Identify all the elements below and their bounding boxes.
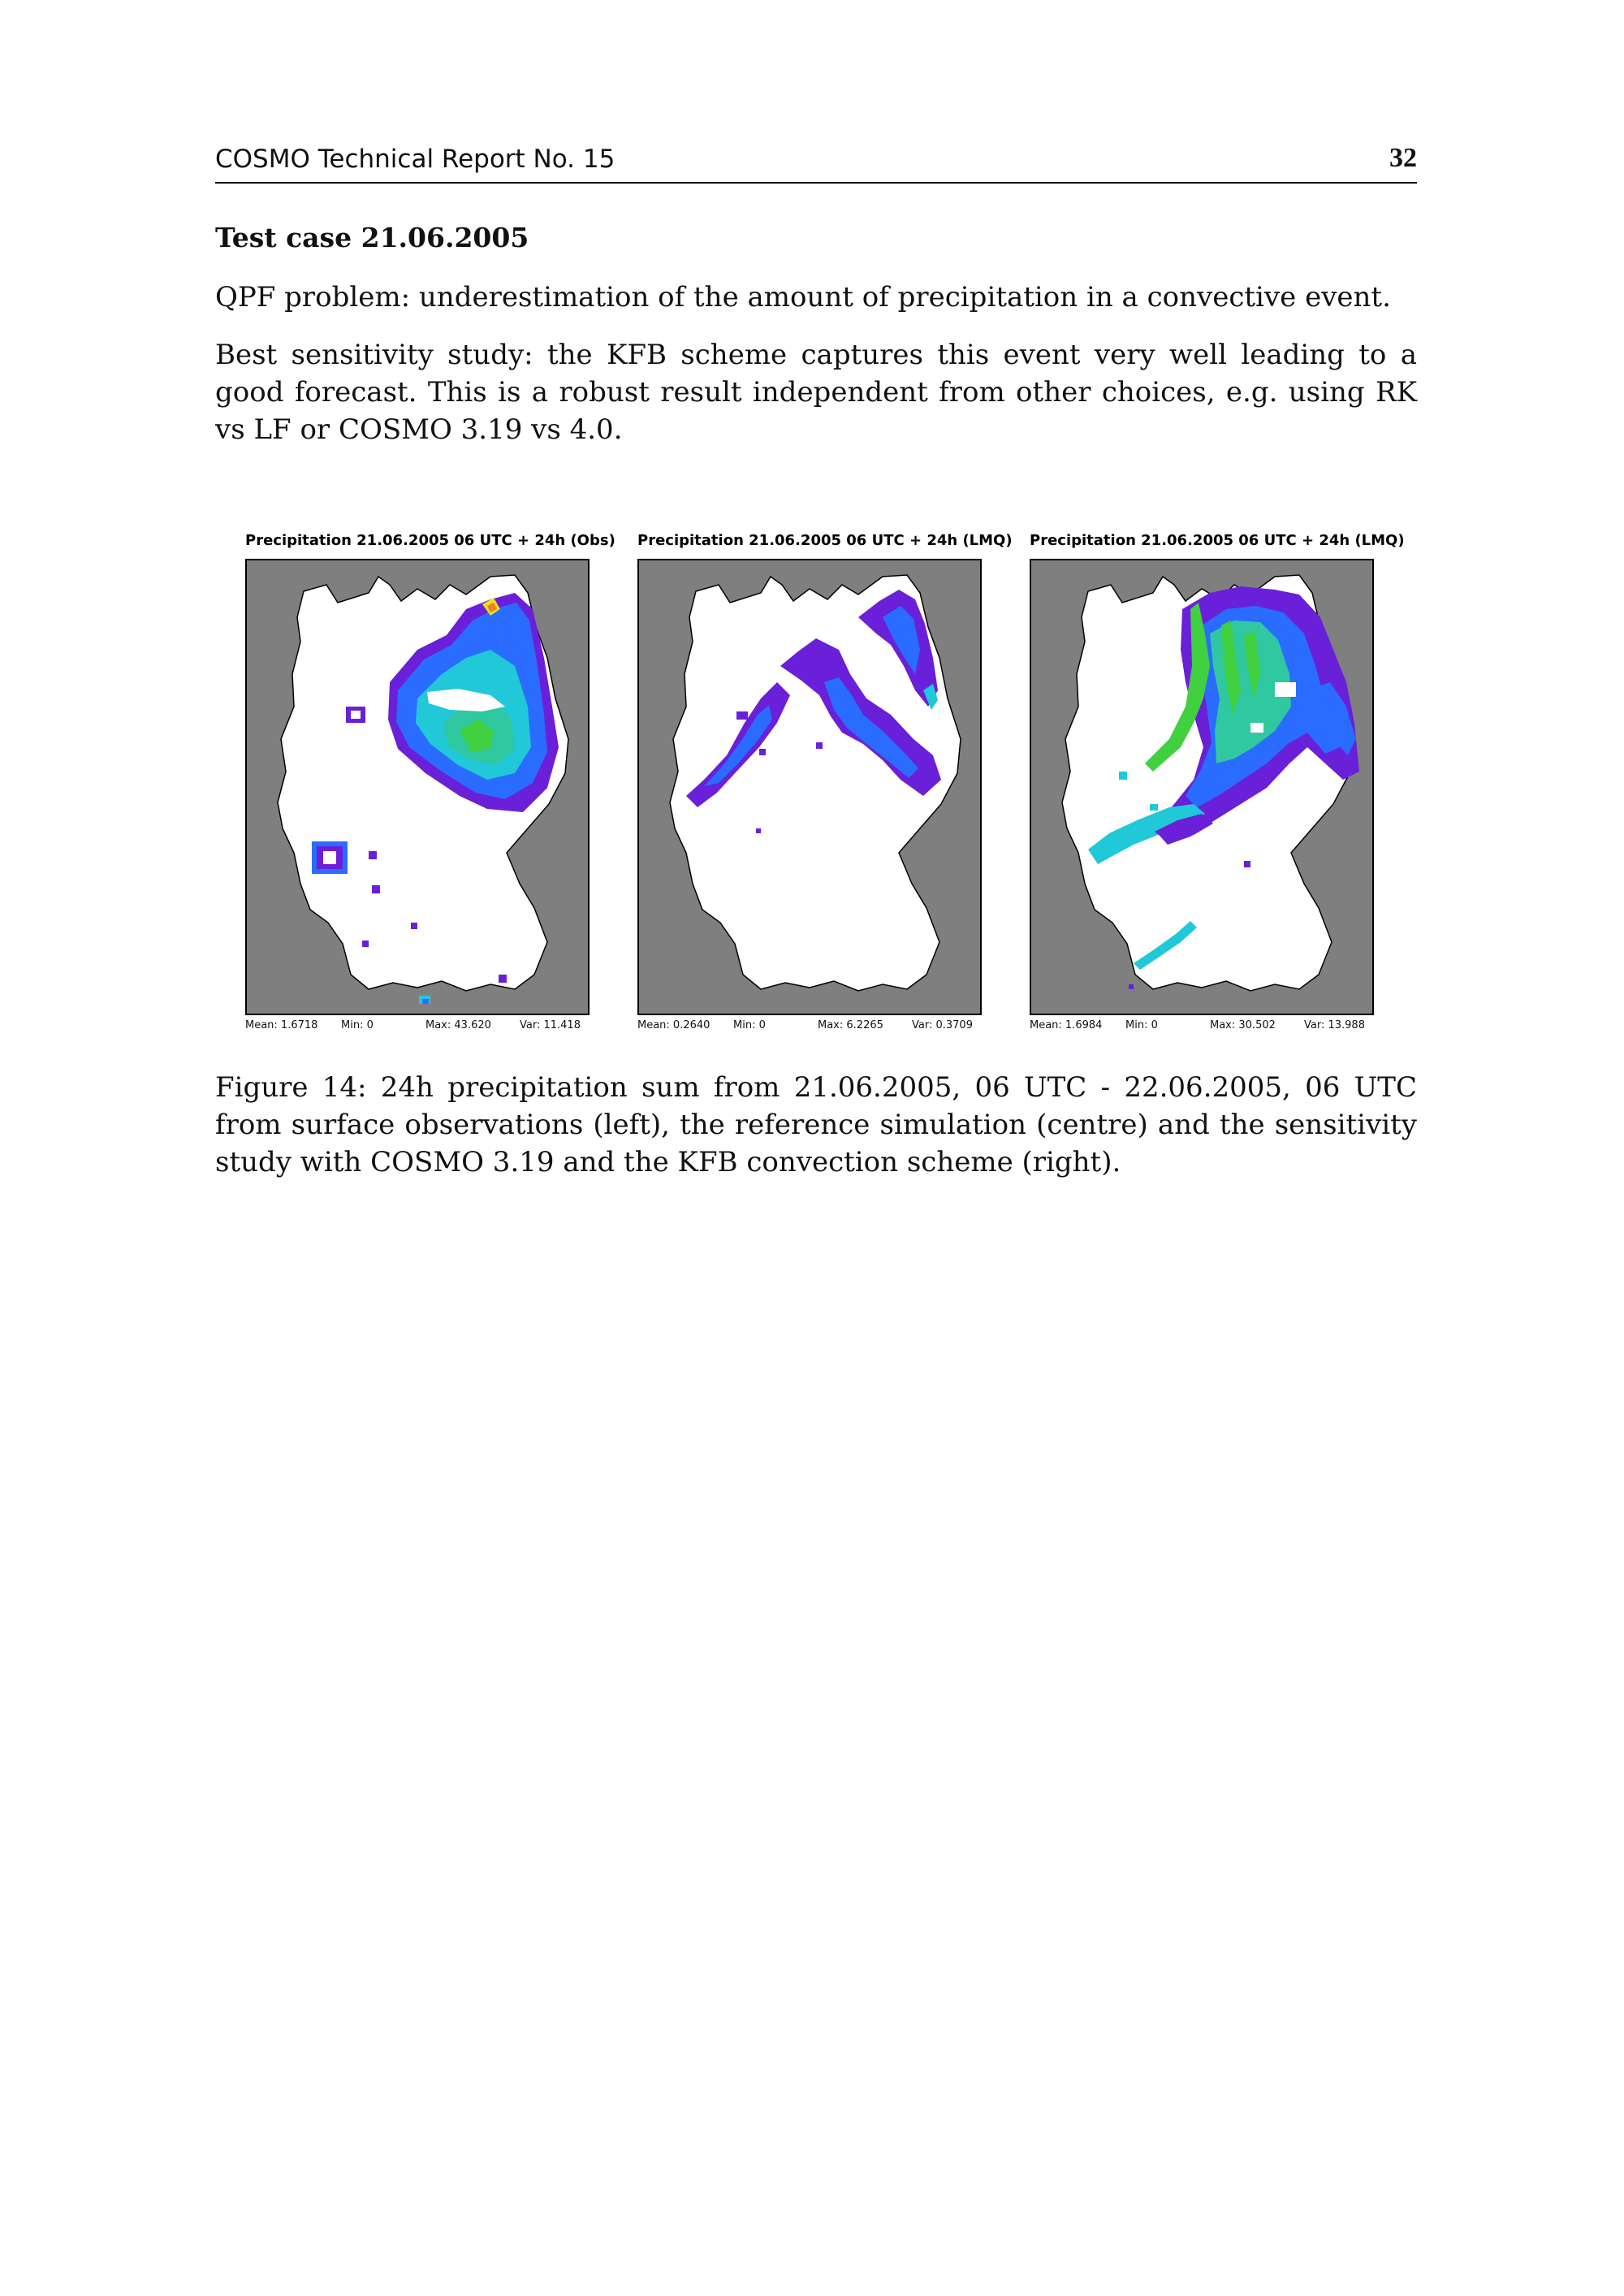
- figure-panel-reference: [637, 532, 1013, 1040]
- stat-min: Min: 0: [341, 1019, 374, 1031]
- precipitation-map-sensitivity: [1030, 559, 1374, 1015]
- stat-max: Max: 43.620: [425, 1019, 491, 1031]
- figure-caption: Figure 14: 24h precipitation sum from 21.06.2005, 06 UTC - 22.06.2005, 06 UTC from surface observations (left), the reference simulation (centre) and the sensitivity study with COSMO 3.19 and the KFB convection scheme (right).: [215, 1071, 1417, 1178]
- stat-min: Min: 0: [1125, 1019, 1158, 1031]
- map-graphic: [639, 560, 980, 1014]
- stat-min: Min: 0: [733, 1019, 766, 1031]
- stat-var: Var: 0.3709: [912, 1019, 973, 1031]
- report-title: COSMO Technical Report No. 15: [215, 145, 615, 174]
- section-heading: Test case 21.06.2005: [215, 222, 529, 253]
- stat-mean: Mean: 1.6718: [245, 1019, 318, 1031]
- panel-stats: [637, 1019, 982, 1036]
- panel-title: Precipitation 21.06.2005 06 UTC + 24h (LMQ): [637, 532, 1013, 549]
- precipitation-map-reference: [637, 559, 982, 1015]
- panel-stats: [1030, 1019, 1374, 1036]
- running-header: [215, 143, 1417, 184]
- panel-title: Precipitation 21.06.2005 06 UTC + 24h (Obs): [245, 532, 615, 549]
- stat-mean: Mean: 0.2640: [637, 1019, 710, 1031]
- stat-var: Var: 13.988: [1304, 1019, 1365, 1031]
- figure-panel-sensitivity: [1030, 532, 1405, 1040]
- map-graphic: [247, 560, 588, 1014]
- panel-stats: [245, 1019, 590, 1036]
- paragraph-qpf-problem: QPF problem: underestimation of the amount of precipitation in a convective event.: [215, 281, 1391, 313]
- stat-mean: Mean: 1.6984: [1030, 1019, 1103, 1031]
- map-graphic: [1031, 560, 1372, 1014]
- paragraph-best-sensitivity: Best sensitivity study: the KFB scheme captures this event very well leading to a good forecast. This is a robust result independent from other choices, e.g. using RK vs LF or COSMO 3.19 vs 4.0.: [215, 339, 1417, 446]
- stat-var: Var: 11.418: [520, 1019, 581, 1031]
- figure-panel-obs: [245, 532, 615, 1040]
- page-number: 32: [1389, 143, 1417, 173]
- stat-max: Max: 30.502: [1210, 1019, 1276, 1031]
- panel-title: Precipitation 21.06.2005 06 UTC + 24h (LMQ): [1030, 532, 1405, 549]
- precipitation-map-obs: [245, 559, 590, 1015]
- stat-max: Max: 6.2265: [818, 1019, 883, 1031]
